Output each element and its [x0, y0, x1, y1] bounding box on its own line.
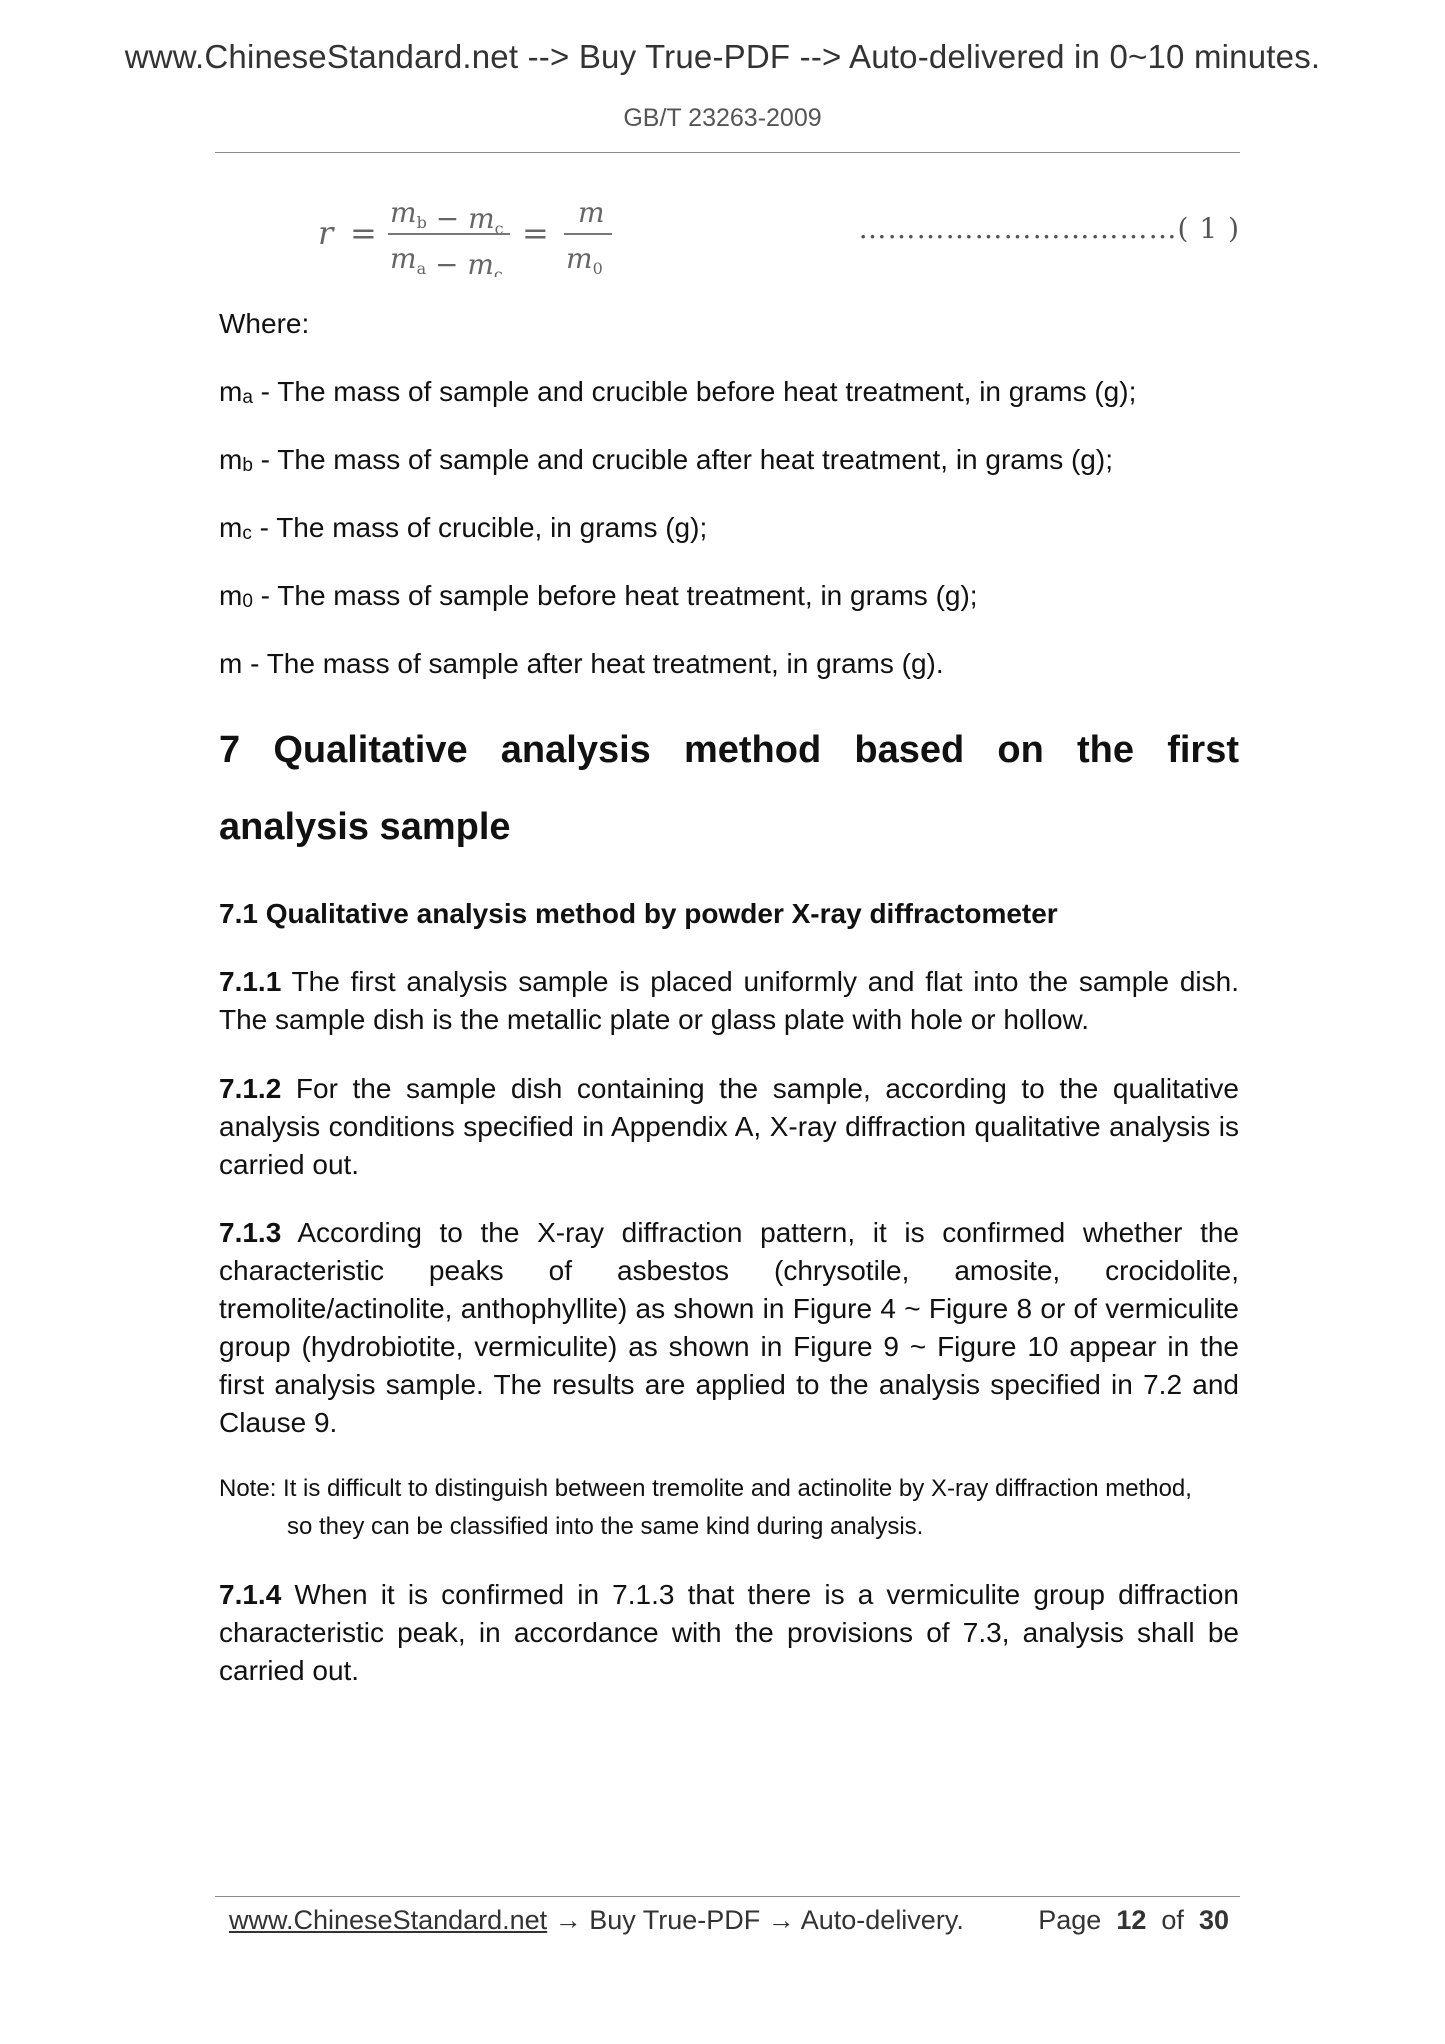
- clause-7-1-2: [219, 1070, 1239, 1184]
- note-block: [219, 1470, 1249, 1546]
- definition-mc: [219, 509, 707, 551]
- clause-7-1-1: [219, 963, 1239, 1039]
- equals-sign-2: =: [522, 214, 549, 252]
- def-symbol: m: [219, 512, 243, 543]
- formula-number: [859, 212, 1240, 245]
- note-line-1: Note: It is difficult to distinguish between tremolite and actinolite by X-ray diffraction method,: [219, 1475, 1192, 1502]
- clause-number: 7.1.1: [219, 966, 282, 997]
- clause-text: For the sample dish containing the sample, according to the qualitative analysis conditions specified in Appendix A, X-ray diffraction qualitative analysis is carried out.: [219, 1073, 1239, 1180]
- clause-number: 7.1.4: [219, 1579, 282, 1610]
- fraction1-denominator: $m_a - m_c$: [390, 242, 503, 277]
- footer-divider: [215, 1896, 1240, 1897]
- footer-site-link[interactable]: www.ChineseStandard.net: [229, 1905, 548, 1935]
- def-symbol: m: [219, 580, 243, 611]
- def-symbol: m: [219, 444, 243, 475]
- page-indicator: [1038, 1900, 1229, 1940]
- def-subscript: a: [242, 387, 253, 408]
- def-text: - The mass of sample and crucible after heat treatment, in grams (g);: [252, 444, 1113, 475]
- clause-7-1-3: [219, 1214, 1239, 1442]
- definition-m: [219, 645, 944, 683]
- clause-text: According to the X-ray diffraction pattern, it is confirmed whether the characteristic peaks of asbestos (chrysotile, amosite, crocidolite, tremolite/actinolite, anthophyllite) as shown in Figure 4 ~ Figure 8 or of vermiculite group (hydrobiotite, vermiculite) as shown in Figure 9 ~ Figure 10 appear in the first analysis sample. The results are applied to the analysis specified in 7.2 and Clause 9.: [219, 1217, 1239, 1438]
- formula-lhs: r: [318, 214, 334, 252]
- header-divider: [215, 152, 1240, 153]
- def-subscript: c: [242, 523, 252, 544]
- definition-mb: [219, 441, 1113, 483]
- formula-number-label: ( 1 ): [1177, 212, 1240, 245]
- footer-text: → Buy True-PDF → Auto-delivery.: [547, 1905, 964, 1935]
- def-subscript: b: [242, 455, 253, 476]
- def-symbol: m: [219, 648, 243, 679]
- def-text: - The mass of sample before heat treatment, in grams (g);: [252, 580, 978, 611]
- note-line-2: so they can be classified into the same kind during analysis.: [287, 1513, 924, 1540]
- def-text: - The mass of crucible, in grams (g);: [251, 512, 708, 543]
- definition-ma: [219, 373, 1136, 415]
- clause-number: 7.1.3: [219, 1217, 282, 1248]
- section-7-heading: 7 Qualitative analysis method based on the first: [219, 729, 1239, 771]
- equals-sign: =: [350, 214, 377, 252]
- section-7-heading-cont: analysis sample: [219, 806, 511, 848]
- formula-dots: ……………………………: [858, 212, 1178, 245]
- formula-expression: [310, 192, 830, 277]
- page-number: 12: [1116, 1905, 1147, 1935]
- fraction2-numerator: m: [578, 196, 605, 229]
- fraction2-denominator: $m_0$: [566, 242, 603, 277]
- document-code: GB/T 23263-2009: [623, 104, 822, 132]
- page-footer: [229, 1900, 1229, 1940]
- definition-m0: [219, 577, 978, 619]
- where-label: Where:: [219, 308, 310, 339]
- subsection-7-1-heading: 7.1 Qualitative analysis method by powder X-ray diffractometer: [219, 898, 1058, 929]
- top-banner: www.ChineseStandard.net --> Buy True-PDF --> Auto-delivered in 0~10 minutes.: [124, 38, 1321, 75]
- clause-text: When it is confirmed in 7.1.3 that there is a vermiculite group diffraction characteristic peak, in accordance with the provisions of 7.3, analysis shall be carried out.: [219, 1579, 1239, 1686]
- def-text: - The mass of sample and crucible before heat treatment, in grams (g);: [252, 376, 1137, 407]
- formula-1: [310, 192, 1240, 277]
- def-text: - The mass of sample after heat treatment, in grams (g).: [242, 648, 944, 679]
- page-total: 30: [1198, 1905, 1229, 1935]
- clause-number: 7.1.2: [219, 1073, 282, 1104]
- clause-text: The first analysis sample is placed uniformly and flat into the sample dish. The sample dish is the metallic plate or glass plate with hole or hollow.: [219, 966, 1239, 1035]
- page-label: Page: [1038, 1905, 1102, 1935]
- of-label: of: [1161, 1905, 1184, 1935]
- def-symbol: m: [219, 376, 243, 407]
- def-subscript: 0: [242, 591, 253, 612]
- fraction1-numerator: $m_b - m_c$: [390, 196, 504, 238]
- clause-7-1-4: [219, 1576, 1239, 1690]
